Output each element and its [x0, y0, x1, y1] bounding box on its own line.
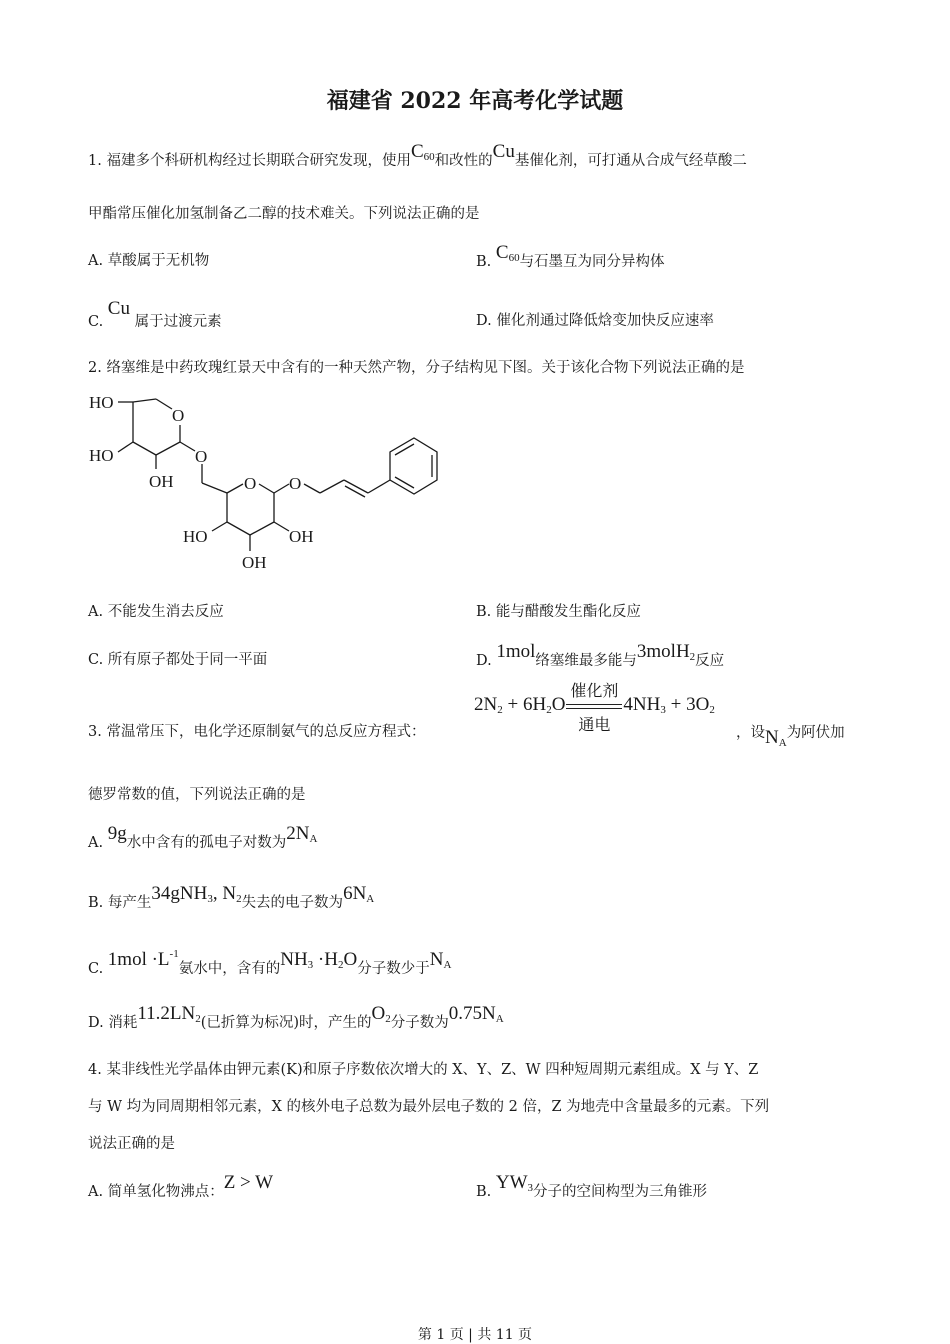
question-4-stem-line3: 说法正确的是 [88, 1136, 175, 1152]
q1-option-b: B. $C_{60}$与石墨互为同分异构体 [476, 242, 665, 270]
q3-option-a: A. 9g水中含有的孤电子对数为$2N_A$ [88, 823, 318, 851]
q1-option-a: A. 草酸属于无机物 [88, 253, 210, 269]
q3-option-d: D. 消耗$11.2LN_2$(已折算为标况)时，产生的$O_2$分子数为$0.75N_A$ [88, 1003, 504, 1031]
reaction-condition-arrow: 催化剂 通电 [566, 702, 622, 709]
formula-cu: Cu [107, 298, 130, 319]
molecular-structure-diagram [80, 385, 460, 580]
question-3-stem-line1: 3. 常温常压下，电化学还原制氨气的总反应方程式： [88, 724, 426, 740]
q1-option-c: C. Cu 属于过渡元素 [88, 298, 222, 330]
label-ho: HO [89, 393, 114, 412]
label-oh: OH [149, 472, 174, 491]
q4-option-a: A. 简单氢化物沸点：Z > W [88, 1172, 274, 1200]
q2-option-d: D. 1mol络塞维最多能与3molH$_2$反应 [476, 641, 725, 669]
formula-c60: $C_{60}$ [410, 141, 435, 163]
q2-option-a: A. 不能发生消去反应 [88, 604, 224, 620]
label-o-ring: O [244, 474, 257, 493]
question-3-stem-line2: 德罗常数的值，下列说法正确的是 [88, 787, 306, 803]
question-3-stem-tail: ，设$N_A$为阿伏加 [736, 725, 845, 749]
page-title: 福建省 2022 年高考化学试题 [326, 88, 624, 114]
question-1-stem-line1: 1. 福建多个科研机构经过长期联合研究发现，使用$C_{60}$和改性的Cu基催化剂，可打通从合成气经草酸二 [88, 141, 747, 169]
chemical-equation: $2N_2 + 6H_2O$ 催化剂 通电 $4NH_3 + 3O_2$ [474, 681, 715, 735]
question-4-stem-line1: 4. 某非线性光学晶体由钾元素(K)和原子序数依次增大的 X、Y、Z、W 四种短周期元素组成。X 与 Y、Z [88, 1062, 759, 1078]
q1-option-d: D. 催化剂通过降低焓变加快反应速率 [476, 313, 714, 329]
q2-option-b: B. 能与醋酸发生酯化反应 [476, 604, 641, 620]
label-o-glyco: O [289, 474, 302, 493]
label-oh: OH [242, 553, 267, 572]
formula-c60: $C_{60}$ [495, 242, 520, 264]
question-1-stem-line2: 甲酯常压催化加氢制备乙二醇的技术难关。下列说法正确的是 [88, 206, 480, 222]
question-4-stem-line2: 与 W 均为同周期相邻元素，X 的核外电子总数为最外层电子数的 2 倍，Z 为地壳中含量最多的元素。下列 [88, 1099, 770, 1115]
q3-option-b: B. 每产生34gNH$_3$, $N_2$失去的电子数为$6N_A$ [88, 883, 375, 911]
label-oh: OH [289, 527, 314, 546]
question-2-stem: 2. 络塞维是中药玫瑰红景天中含有的一种天然产物，分子结构见下图。关于该化合物下列说法正确的是 [88, 360, 745, 376]
label-o-link: O [195, 447, 208, 466]
question-number: 1. [88, 153, 102, 169]
label-ho: HO [89, 446, 114, 465]
q2-option-c: C. 所有原子都处于同一平面 [88, 652, 268, 668]
q3-option-c: C. $1mol \cdot L^{-1}$氨水中，含有的$NH_3 \cdot H_2O$分子数少于$N_A$ [88, 948, 452, 977]
page-footer: 第 1 页 | 共 11 页 [417, 1327, 533, 1343]
q4-option-b: B. $YW_3$分子的空间构型为三角锥形 [476, 1172, 708, 1200]
label-ho: HO [183, 527, 208, 546]
formula-cu: Cu [492, 141, 515, 162]
label-o-ring: O [172, 406, 185, 425]
